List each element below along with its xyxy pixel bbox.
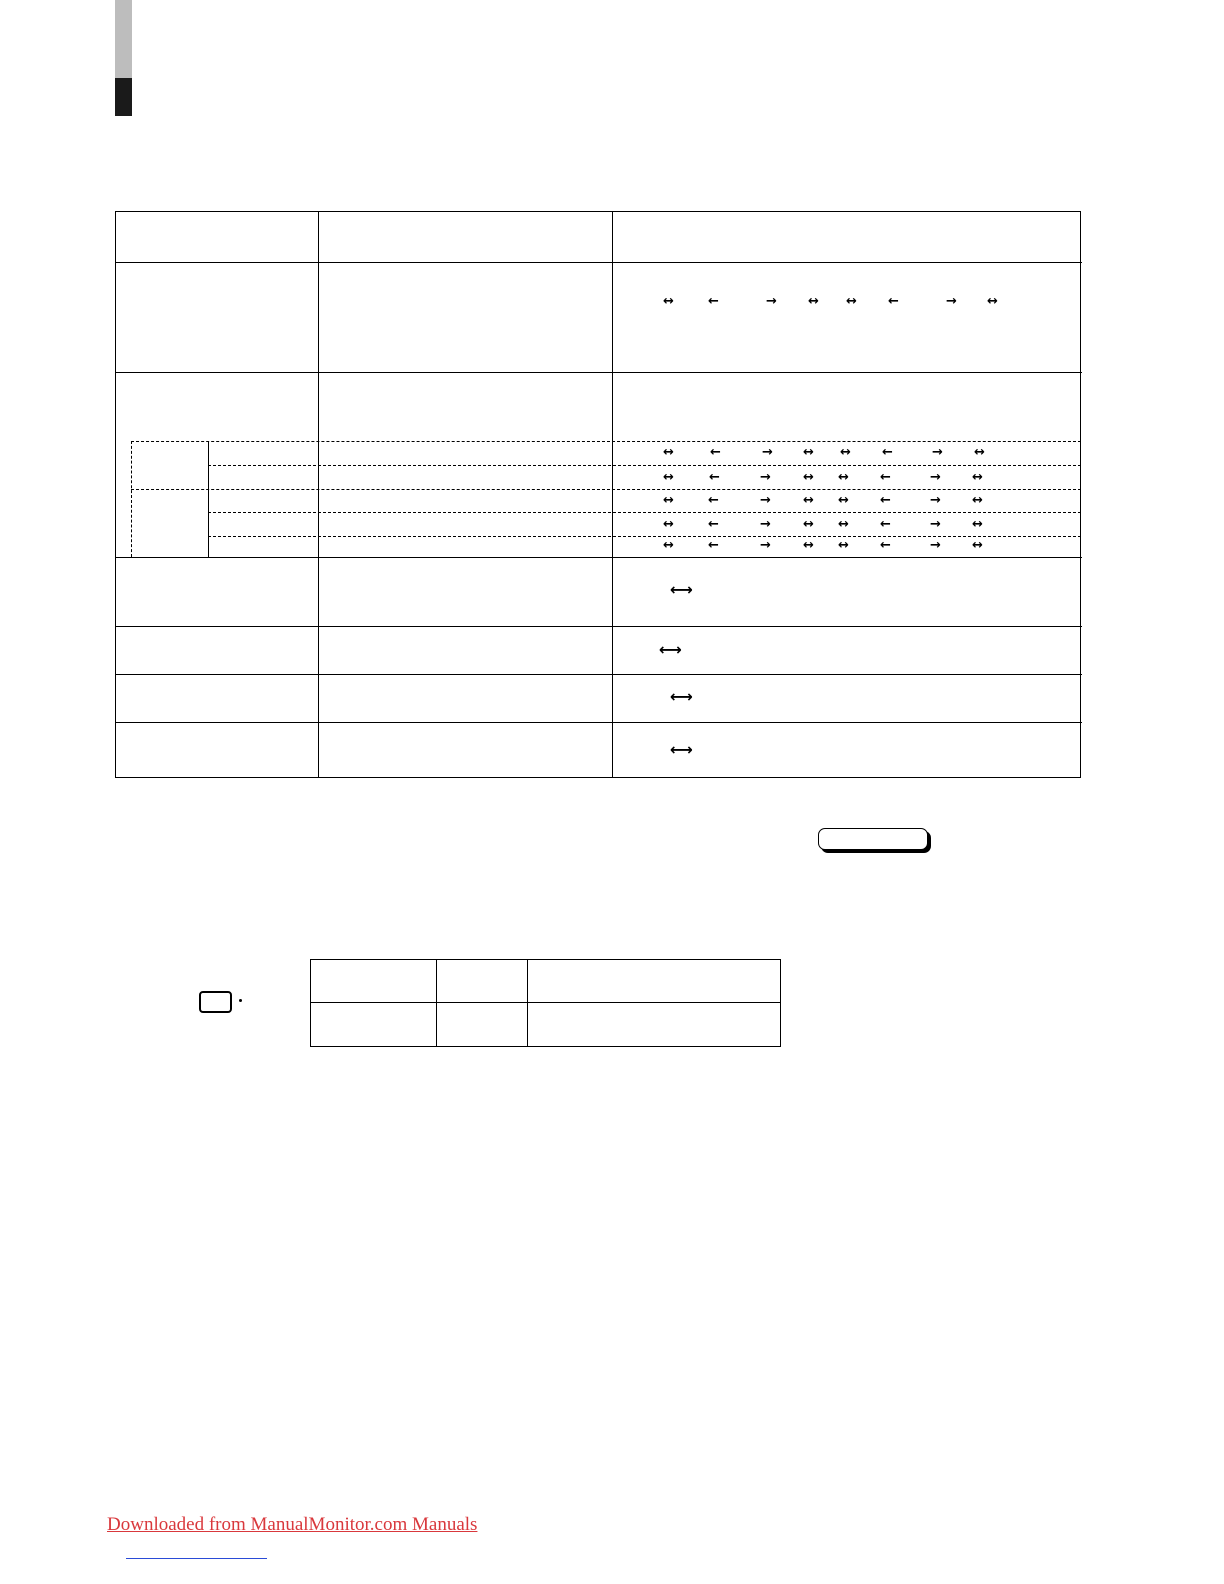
pill-button-icon: [818, 828, 928, 850]
arrow-glyph: ←: [708, 517, 719, 532]
double-arrow-glyph: ⟷: [670, 687, 693, 706]
dashed-row-line-3: [131, 489, 1081, 490]
arrow-glyph: →: [760, 517, 771, 532]
footer-rule: [126, 1558, 267, 1559]
key-dot-icon: [239, 999, 242, 1002]
arrow-glyph: ←: [888, 294, 899, 309]
arrow-glyph: →: [930, 493, 941, 508]
arrow-glyph: ↔: [838, 538, 849, 553]
table-header-divider: [115, 262, 1082, 263]
page-edge-tab-dark: [115, 78, 132, 116]
page-edge-tab-light: [115, 0, 132, 78]
dashed-col-line-1: [131, 441, 132, 557]
table-row-divider-3: [115, 626, 1082, 627]
arrow-glyph: ↔: [838, 517, 849, 532]
table-row-divider-1: [115, 372, 1082, 373]
arrow-glyph: ↔: [663, 517, 674, 532]
arrow-glyph: →: [760, 493, 771, 508]
table-row-divider-5: [115, 722, 1082, 723]
arrow-glyph: ↔: [974, 445, 985, 460]
arrow-glyph: →: [946, 294, 957, 309]
arrow-glyph: ←: [708, 493, 719, 508]
arrow-glyph: ←: [708, 294, 719, 309]
arrow-glyph: →: [766, 294, 777, 309]
arrow-glyph: ←: [880, 538, 891, 553]
dashed-row-line-1: [131, 441, 1081, 442]
arrow-glyph: →: [930, 470, 941, 485]
arrow-glyph: →: [760, 538, 771, 553]
arrow-glyph: ↔: [972, 538, 983, 553]
arrow-glyph: ←: [880, 470, 891, 485]
arrow-glyph: →: [760, 470, 771, 485]
key-icon: [199, 991, 232, 1013]
arrow-glyph: ↔: [840, 445, 851, 460]
arrow-glyph: ↔: [972, 493, 983, 508]
arrow-glyph: ↔: [846, 294, 857, 309]
arrow-glyph: ←: [710, 445, 721, 460]
table-row-divider-4: [115, 674, 1082, 675]
double-arrow-glyph: ⟷: [659, 640, 682, 659]
table-row-divider-2: [115, 557, 1082, 558]
small-table-col-divider-2: [527, 959, 528, 1047]
arrow-glyph: ↔: [972, 517, 983, 532]
arrow-glyph: ←: [880, 517, 891, 532]
small-table: [310, 959, 781, 1047]
arrow-glyph: →: [762, 445, 773, 460]
dashed-row-line-5: [208, 536, 1081, 537]
arrow-glyph: ↔: [803, 445, 814, 460]
double-arrow-glyph: ⟷: [670, 580, 693, 599]
arrow-glyph: ↔: [987, 294, 998, 309]
small-table-col-divider-1: [436, 959, 437, 1047]
arrow-glyph: ↔: [838, 493, 849, 508]
arrow-glyph: ↔: [803, 470, 814, 485]
arrow-glyph: ↔: [663, 294, 674, 309]
arrow-glyph: ↔: [972, 470, 983, 485]
arrow-glyph: ↔: [663, 538, 674, 553]
subgroup-col-line: [208, 441, 209, 557]
table-col-divider-1: [318, 211, 319, 778]
arrow-glyph: ↔: [803, 517, 814, 532]
arrow-glyph: ↔: [663, 470, 674, 485]
arrow-glyph: →: [930, 538, 941, 553]
arrow-glyph: ↔: [838, 470, 849, 485]
table-col-divider-2: [612, 211, 613, 778]
dashed-row-line-2: [208, 465, 1081, 466]
arrow-glyph: ↔: [803, 493, 814, 508]
arrow-glyph: ↔: [663, 493, 674, 508]
arrow-glyph: ↔: [663, 445, 674, 460]
arrow-glyph: ←: [880, 493, 891, 508]
arrow-glyph: →: [930, 517, 941, 532]
arrow-glyph: →: [932, 445, 943, 460]
dashed-row-line-4: [208, 512, 1081, 513]
arrow-glyph: ←: [882, 445, 893, 460]
arrow-glyph: ←: [708, 538, 719, 553]
arrow-glyph: ↔: [808, 294, 819, 309]
small-table-row-divider: [310, 1002, 781, 1003]
footer-source-link[interactable]: Downloaded from ManualMonitor.com Manuals: [107, 1514, 478, 1535]
arrow-glyph: ←: [709, 470, 720, 485]
double-arrow-glyph: ⟷: [670, 740, 693, 759]
arrow-glyph: ↔: [803, 538, 814, 553]
